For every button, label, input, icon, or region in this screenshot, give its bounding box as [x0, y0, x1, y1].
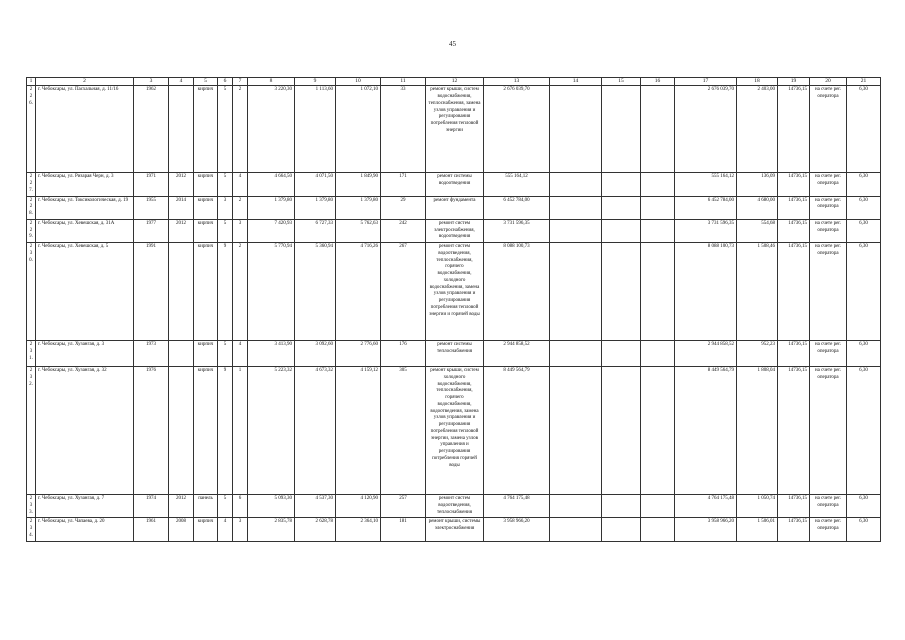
- cell-cost-total: 4 764 175,48: [484, 495, 550, 518]
- cell-area-living: 4 537,30: [295, 495, 336, 518]
- cell-method: на счете рег. оператора: [810, 196, 847, 219]
- col-14: 14: [550, 78, 602, 86]
- cell-area-private: 2 776,60: [336, 341, 381, 367]
- cell-max-cost: 14736,15: [778, 367, 810, 495]
- cell-addr: г. Чебоксары, ул. Ризарая Черн, д. 3: [36, 173, 134, 196]
- cell-works: ремонт систем электроснабжения, водоотведения: [426, 219, 484, 242]
- cell-residents: 267: [381, 243, 426, 341]
- cell-term: 6,30: [847, 341, 881, 367]
- cell-unit-cost: 952,23: [737, 341, 778, 367]
- cell-c16: [641, 367, 675, 495]
- cell-area-total: 5 770,94: [248, 243, 295, 341]
- cell-works: ремонт систем водоотведения, теплоснабжения, горячего водоснабжения, холодного водоснабжения, замена узлов управления и регулирования потребления тепловой энергии и горячей воды: [426, 243, 484, 341]
- cell-year: 1991: [134, 243, 169, 341]
- table-body: [27, 86, 881, 541]
- cell-c14: [550, 367, 602, 495]
- cell-entrances: 6: [233, 495, 248, 518]
- cell-addr: г. Чебоксары, ул. Токсикологическая, д. 19: [36, 196, 134, 219]
- cell-method: на счете рег. оператора: [810, 495, 847, 518]
- header-row: [27, 78, 881, 86]
- cell-floors: 3: [218, 196, 233, 219]
- cell-area-living: 6 727,33: [295, 219, 336, 242]
- col-3: 3: [134, 78, 169, 86]
- cell-area-total: 7 420,93: [248, 219, 295, 242]
- col-20: 20: [810, 78, 847, 86]
- cell-entrances: 1: [233, 367, 248, 495]
- col-16: 16: [641, 78, 675, 86]
- cell-material: кирпич: [194, 219, 218, 242]
- cell-no: 227.: [27, 173, 36, 196]
- cell-no: 226.: [27, 86, 36, 173]
- cell-c14: [550, 86, 602, 173]
- cell-residents: 305: [381, 367, 426, 495]
- table-row: [27, 86, 881, 173]
- cell-recon: 2008: [169, 518, 194, 541]
- table-row: [27, 367, 881, 495]
- cell-floors: 9: [218, 243, 233, 341]
- cell-cost-owner: 555 164,12: [675, 173, 737, 196]
- cell-floors: 5: [218, 86, 233, 173]
- repair-register-table: [26, 77, 881, 542]
- cell-area-private: 1 379,80: [336, 196, 381, 219]
- cell-method: на счете рег. оператора: [810, 173, 847, 196]
- cell-floors: 4: [218, 518, 233, 541]
- cell-term: 6,30: [847, 219, 881, 242]
- cell-term: 6,30: [847, 173, 881, 196]
- cell-material: кирпич: [194, 367, 218, 495]
- cell-max-cost: 14736,15: [778, 86, 810, 173]
- cell-cost-owner: 6 452 784,00: [675, 196, 737, 219]
- cell-c15: [602, 219, 641, 242]
- cell-c15: [602, 173, 641, 196]
- cell-addr: г. Чебоксары, ул. Хузангая, д. 7: [36, 495, 134, 518]
- col-7: 7: [233, 78, 248, 86]
- cell-recon: 2012: [169, 495, 194, 518]
- cell-c14: [550, 518, 602, 541]
- cell-c16: [641, 219, 675, 242]
- cell-c16: [641, 173, 675, 196]
- cell-cost-total: 2 944 858,52: [484, 341, 550, 367]
- cell-cost-total: 8 088 100,73: [484, 243, 550, 341]
- cell-residents: 33: [381, 86, 426, 173]
- cell-area-living: 4 673,32: [295, 367, 336, 495]
- cell-area-total: 1 379,80: [248, 196, 295, 219]
- cell-recon: 2014: [169, 196, 194, 219]
- cell-max-cost: 14736,15: [778, 196, 810, 219]
- cell-method: на счете рег. оператора: [810, 518, 847, 541]
- page-number: 45: [449, 40, 456, 48]
- cell-c16: [641, 86, 675, 173]
- cell-cost-owner: 3 731 596,35: [675, 219, 737, 242]
- cell-c15: [602, 518, 641, 541]
- cell-residents: 171: [381, 173, 426, 196]
- cell-cost-total: 3 731 596,35: [484, 219, 550, 242]
- col-13: 13: [484, 78, 550, 86]
- cell-no: 228.: [27, 196, 36, 219]
- cell-floors: 5: [218, 173, 233, 196]
- cell-recon: [169, 243, 194, 341]
- cell-cost-total: 2 676 039,70: [484, 86, 550, 173]
- cell-addr: г. Чебоксары, ул. Пасхальная, д. 11/16: [36, 86, 134, 173]
- col-19: 19: [778, 78, 810, 86]
- cell-year: 1955: [134, 196, 169, 219]
- cell-c14: [550, 173, 602, 196]
- cell-max-cost: 14736,15: [778, 243, 810, 341]
- cell-c15: [602, 367, 641, 495]
- cell-entrances: 4: [233, 173, 248, 196]
- cell-area-private: 2 364,10: [336, 518, 381, 541]
- cell-area-private: 1 849,90: [336, 173, 381, 196]
- cell-material: кирпич: [194, 196, 218, 219]
- cell-term: 6,30: [847, 518, 881, 541]
- col-8: 8: [248, 78, 295, 86]
- cell-unit-cost: 1 050,74: [737, 495, 778, 518]
- cell-max-cost: 14736,15: [778, 173, 810, 196]
- cell-max-cost: 14736,15: [778, 495, 810, 518]
- cell-recon: 2012: [169, 173, 194, 196]
- table-row: [27, 518, 881, 541]
- cell-year: 1974: [134, 495, 169, 518]
- table-row: [27, 341, 881, 367]
- cell-term: 6,30: [847, 495, 881, 518]
- cell-c16: [641, 495, 675, 518]
- cell-cost-total: 6 452 784,00: [484, 196, 550, 219]
- cell-no: 233.: [27, 495, 36, 518]
- cell-addr: г. Чебоксары, ул. Хузангая, д. 32: [36, 367, 134, 495]
- col-4: 4: [169, 78, 194, 86]
- cell-residents: 29: [381, 196, 426, 219]
- cell-cost-owner: 2 676 039,70: [675, 86, 737, 173]
- cell-area-private: 1 072,10: [336, 86, 381, 173]
- cell-method: на счете рег. оператора: [810, 243, 847, 341]
- col-1: 1: [27, 78, 36, 86]
- cell-works: ремонт крыши, систем холодного водоснабжения, теплоснабжения, горячего водоснабжения, водоотведения, замена узлов управления и регулирования потребления тепловой энергии, замена узлов управления и регулирования потребления горячей воды: [426, 367, 484, 495]
- cell-works: ремонт системы теплоснабжения: [426, 341, 484, 367]
- cell-area-private: 4 716,26: [336, 243, 381, 341]
- cell-material: кирпич: [194, 518, 218, 541]
- cell-max-cost: 14736,15: [778, 518, 810, 541]
- cell-term: 6,30: [847, 86, 881, 173]
- table-row: [27, 219, 881, 242]
- cell-works: ремонт системы водоотведения: [426, 173, 484, 196]
- cell-no: 234.: [27, 518, 36, 541]
- cell-cost-owner: 4 764 175,48: [675, 495, 737, 518]
- cell-addr: г. Чебоксары, ул. Хевешская, д. 5: [36, 243, 134, 341]
- cell-material: кирпич: [194, 86, 218, 173]
- cell-entrances: 2: [233, 196, 248, 219]
- col-2: 2: [36, 78, 134, 86]
- cell-no: 232.: [27, 367, 36, 495]
- cell-term: 6,30: [847, 196, 881, 219]
- col-6: 6: [218, 78, 233, 86]
- cell-c16: [641, 196, 675, 219]
- cell-max-cost: 14736,15: [778, 341, 810, 367]
- table-row: [27, 196, 881, 219]
- col-17: 17: [675, 78, 737, 86]
- cell-max-cost: 14736,15: [778, 219, 810, 242]
- cell-material: кирпич: [194, 243, 218, 341]
- cell-recon: [169, 341, 194, 367]
- cell-addr: г. Чебоксары, ул. Хузангая, д. 3: [36, 341, 134, 367]
- cell-material: кирпич: [194, 341, 218, 367]
- table-row: [27, 495, 881, 518]
- cell-material: кирпич: [194, 173, 218, 196]
- cell-c15: [602, 86, 641, 173]
- cell-method: на счете рег. оператора: [810, 341, 847, 367]
- col-18: 18: [737, 78, 778, 86]
- cell-unit-cost: 554,68: [737, 219, 778, 242]
- cell-material: панель: [194, 495, 218, 518]
- cell-cost-total: 8 449 564,79: [484, 367, 550, 495]
- cell-addr: г. Чебоксары, ул. Хевешская, д. 31А: [36, 219, 134, 242]
- cell-area-total: 3 220,30: [248, 86, 295, 173]
- cell-area-living: 5 360,94: [295, 243, 336, 341]
- cell-residents: 181: [381, 518, 426, 541]
- cell-unit-cost: 1 506,01: [737, 518, 778, 541]
- col-5: 5: [194, 78, 218, 86]
- cell-no: 230.: [27, 243, 36, 341]
- cell-area-total: 2 835,78: [248, 518, 295, 541]
- cell-recon: 2012: [169, 219, 194, 242]
- cell-method: на счете рег. оператора: [810, 219, 847, 242]
- cell-area-total: 4 664,50: [248, 173, 295, 196]
- cell-c16: [641, 243, 675, 341]
- col-9: 9: [295, 78, 336, 86]
- cell-floors: 5: [218, 341, 233, 367]
- cell-c15: [602, 243, 641, 341]
- cell-residents: 176: [381, 341, 426, 367]
- cell-area-living: 1 379,80: [295, 196, 336, 219]
- cell-unit-cost: 136,09: [737, 173, 778, 196]
- table-row: [27, 173, 881, 196]
- cell-c16: [641, 341, 675, 367]
- cell-cost-owner: 8 449 564,79: [675, 367, 737, 495]
- cell-works: ремонт крыши, системы электроснабжения: [426, 518, 484, 541]
- col-11: 11: [381, 78, 426, 86]
- cell-c14: [550, 196, 602, 219]
- cell-works: ремонт систем водоотведения, теплоснабжения: [426, 495, 484, 518]
- cell-method: на счете рег. оператора: [810, 367, 847, 495]
- cell-c14: [550, 219, 602, 242]
- cell-c16: [641, 518, 675, 541]
- cell-unit-cost: 1 508,46: [737, 243, 778, 341]
- cell-residents: 242: [381, 219, 426, 242]
- cell-entrances: 4: [233, 341, 248, 367]
- cell-floors: 9: [218, 367, 233, 495]
- cell-recon: [169, 86, 194, 173]
- cell-year: 1977: [134, 219, 169, 242]
- cell-cost-owner: 2 944 858,52: [675, 341, 737, 367]
- cell-area-total: 5 223,32: [248, 367, 295, 495]
- col-21: 21: [847, 78, 881, 86]
- cell-unit-cost: 2 403,00: [737, 86, 778, 173]
- cell-cost-owner: 8 088 100,73: [675, 243, 737, 341]
- cell-no: 229.: [27, 219, 36, 242]
- cell-c14: [550, 341, 602, 367]
- cell-residents: 257: [381, 495, 426, 518]
- cell-floors: 5: [218, 495, 233, 518]
- cell-works: ремонт фундамента: [426, 196, 484, 219]
- cell-year: 1976: [134, 367, 169, 495]
- cell-works: ремонт крыши, систем водоснабжения, теплоснабжения, замена узлов управления и регулирования потребления тепловой энергии: [426, 86, 484, 173]
- cell-c15: [602, 196, 641, 219]
- cell-area-living: 2 628,78: [295, 518, 336, 541]
- cell-floors: 5: [218, 219, 233, 242]
- cell-area-private: 4 120,90: [336, 495, 381, 518]
- cell-term: 6,30: [847, 367, 881, 495]
- cell-term: 6,30: [847, 243, 881, 341]
- cell-area-living: 3 092,60: [295, 341, 336, 367]
- cell-area-living: 1 113,60: [295, 86, 336, 173]
- cell-c14: [550, 495, 602, 518]
- cell-year: 1962: [134, 86, 169, 173]
- cell-c15: [602, 341, 641, 367]
- col-10: 10: [336, 78, 381, 86]
- cell-cost-owner: 3 958 966,20: [675, 518, 737, 541]
- cell-method: на счете рег. оператора: [810, 86, 847, 173]
- cell-c15: [602, 495, 641, 518]
- cell-area-total: 3 413,90: [248, 341, 295, 367]
- cell-year: 1961: [134, 518, 169, 541]
- cell-year: 1971: [134, 173, 169, 196]
- table-row: [27, 243, 881, 341]
- cell-entrances: 2: [233, 243, 248, 341]
- cell-entrances: 2: [233, 86, 248, 173]
- cell-cost-total: 3 958 966,20: [484, 518, 550, 541]
- cell-unit-cost: 1 808,04: [737, 367, 778, 495]
- col-15: 15: [602, 78, 641, 86]
- cell-cost-total: 555 164,12: [484, 173, 550, 196]
- cell-unit-cost: 4 680,00: [737, 196, 778, 219]
- cell-year: 1973: [134, 341, 169, 367]
- cell-area-private: 4 159,12: [336, 367, 381, 495]
- cell-entrances: 3: [233, 518, 248, 541]
- cell-area-private: 5 762,63: [336, 219, 381, 242]
- cell-recon: [169, 367, 194, 495]
- cell-no: 231.: [27, 341, 36, 367]
- cell-area-living: 4 071,50: [295, 173, 336, 196]
- cell-area-total: 5 093,30: [248, 495, 295, 518]
- cell-addr: г. Чебоксары, ул. Чапаева, д. 20: [36, 518, 134, 541]
- cell-c14: [550, 243, 602, 341]
- col-12: 12: [426, 78, 484, 86]
- cell-entrances: 3: [233, 219, 248, 242]
